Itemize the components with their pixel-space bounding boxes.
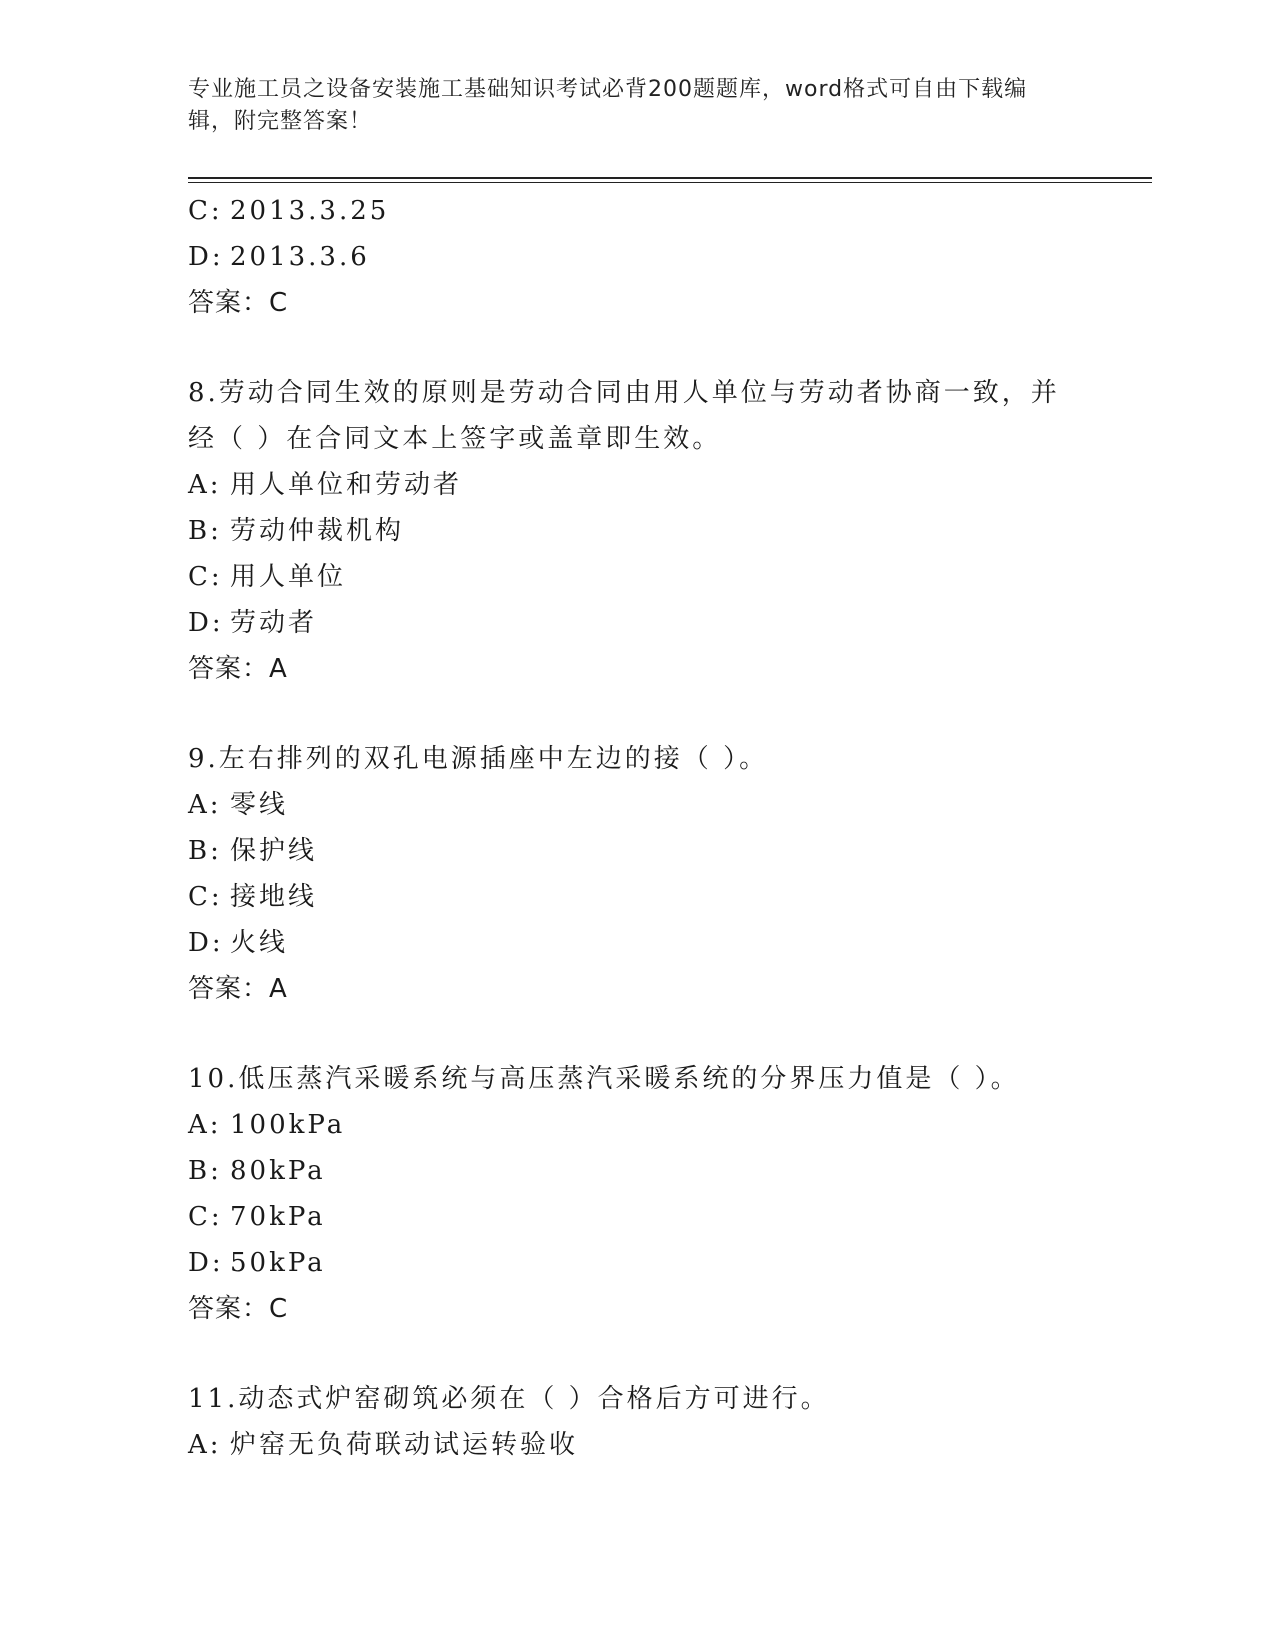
option-d [188,1240,1088,1286]
option-a [188,1422,1088,1468]
question-stem: 9.左右排列的双孔电源插座中左边的接（ ）。 [188,744,769,774]
option-b [188,508,1088,554]
option-text: 50kPa [230,1248,326,1278]
option-c [188,874,1088,920]
question-stem: 11.动态式炉窑砌筑必须在（ ）合格后方可进行。 [188,1384,830,1414]
option-text: 用人单位和劳动者 [230,470,463,500]
answer-line: 答案：A [188,974,288,1004]
answer-line: 答案：A [188,654,288,684]
option-label: A: [188,790,222,820]
option-text: 80kPa [230,1156,326,1186]
option-c [188,1194,1088,1240]
option-a [188,462,1088,508]
option-label: A: [188,470,222,500]
document-header: 专业施工员之设备安装施工基础知识考试必背200题题库，word格式可自由下载编辑，附完整答案！ [188,77,1028,134]
option-text: 火线 [230,928,289,958]
question-stem: 8.劳动合同生效的原则是劳动合同由用人单位与劳动者协商一致，并经（ ）在合同文本上签字或盖章即生效。 [188,378,1060,454]
option-text: 零线 [230,790,289,820]
option-text: 炉窑无负荷联动试运转验收 [230,1430,579,1460]
option-label: D: [188,928,224,958]
option-text: 接地线 [230,882,318,912]
option-label: C: [188,882,223,912]
option-label: D: [188,1248,224,1278]
option-label: C: [188,1202,223,1232]
option-c [188,188,1088,234]
option-text: 保护线 [230,836,318,866]
answer-line: 答案：C [188,1294,289,1324]
header-divider-thick [188,177,1152,179]
option-b [188,828,1088,874]
option-c [188,554,1088,600]
option-text: 劳动仲裁机构 [230,516,405,546]
option-text: 70kPa [230,1202,326,1232]
option-label: B: [188,516,222,546]
option-label: A: [188,1110,222,1140]
option-label: B: [188,836,222,866]
option-text: 用人单位 [230,562,347,592]
option-b [188,1148,1088,1194]
question-list [188,188,1088,1468]
answer-line: 答案：C [188,288,289,318]
option-label: C: [188,562,223,592]
option-text: 100kPa [230,1110,346,1140]
option-label: D: [188,242,224,272]
option-label: A: [188,1430,222,1460]
option-d [188,234,1088,280]
option-d [188,600,1088,646]
header-divider-thin [188,182,1152,183]
option-label: D: [188,608,224,638]
option-text: 劳动者 [230,608,318,638]
option-label: B: [188,1156,222,1186]
option-text: 2013.3.25 [230,196,390,226]
question-stem: 10.低压蒸汽采暖系统与高压蒸汽采暖系统的分界压力值是（ ）。 [188,1064,1020,1094]
option-a [188,782,1088,828]
option-a [188,1102,1088,1148]
option-d [188,920,1088,966]
option-text: 2013.3.6 [230,242,370,272]
option-label: C: [188,196,223,226]
